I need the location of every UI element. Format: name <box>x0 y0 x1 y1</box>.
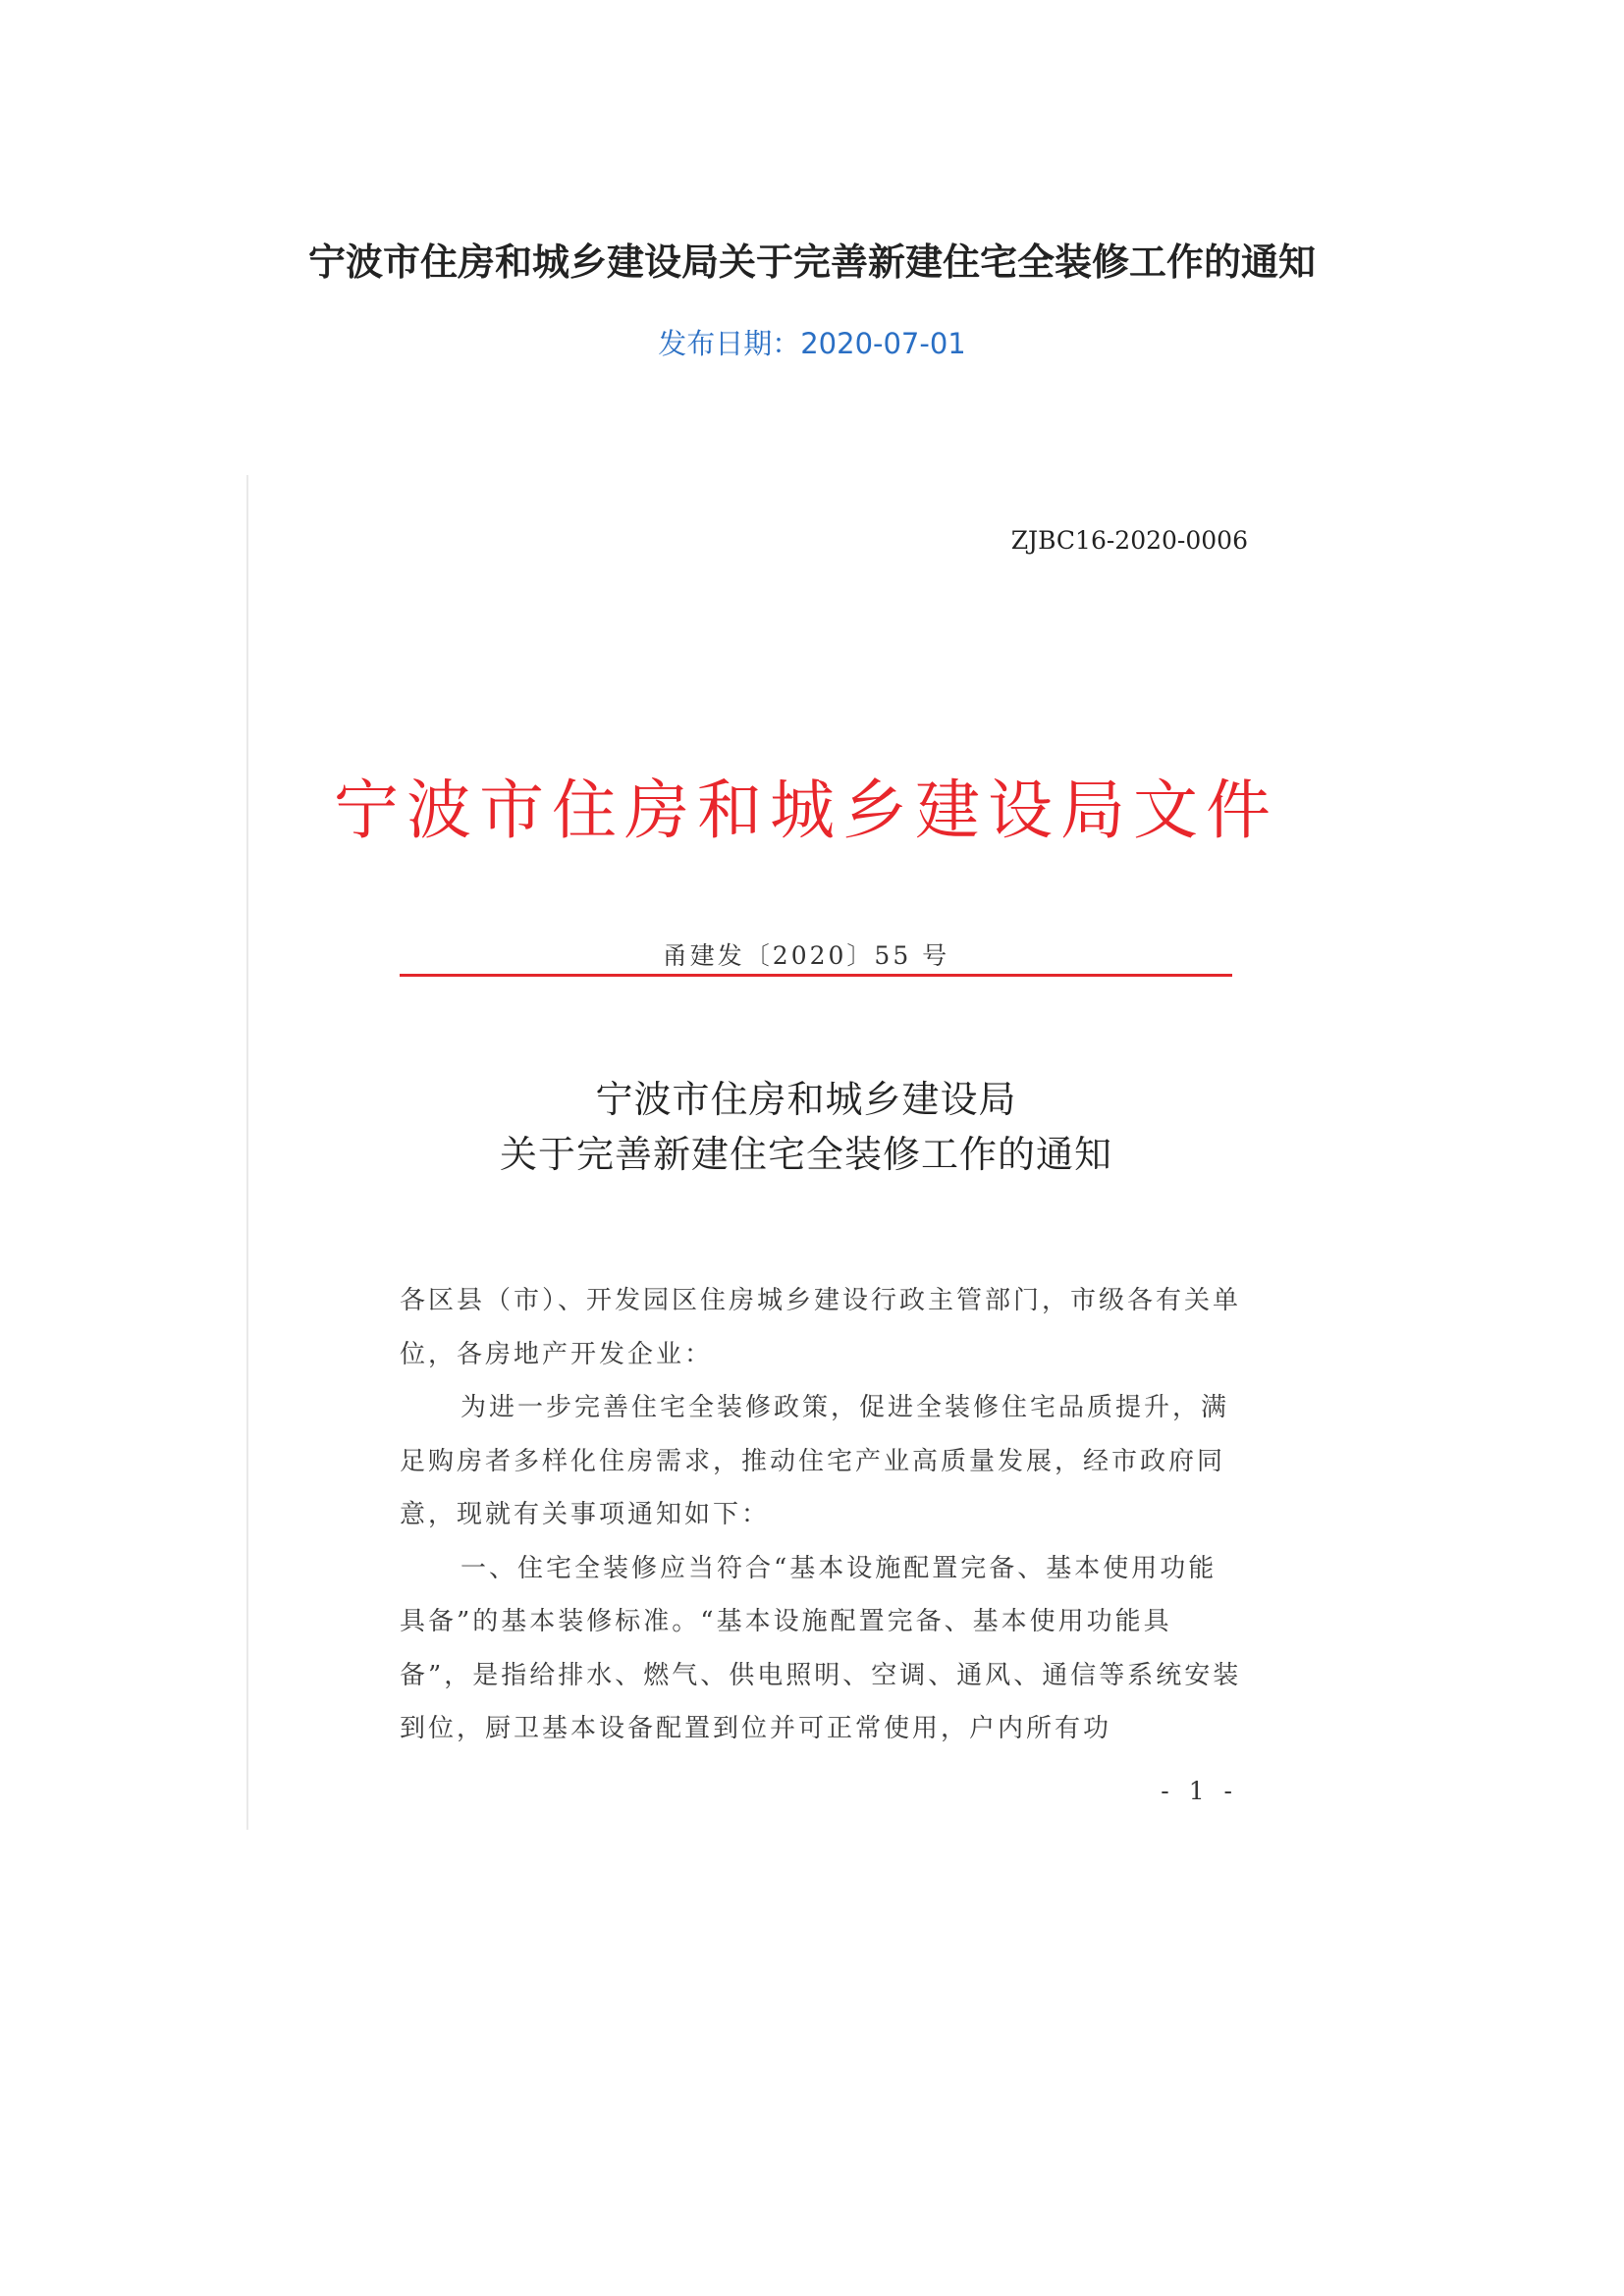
notice-title-line-1: 宁波市住房和城乡建设局 <box>595 1078 1017 1121</box>
notice-title <box>246 1072 1366 1182</box>
notice-title-line-2: 关于完善新建住宅全装修工作的通知 <box>499 1133 1112 1176</box>
issuer-red-header: 宁波市住房和城乡建设局文件 <box>334 773 1278 848</box>
notice-body <box>400 1274 1244 1756</box>
red-divider-line <box>400 974 1232 977</box>
document-scan-image <box>246 475 1278 1830</box>
page-number: - 1 - <box>1161 1777 1238 1805</box>
page-title: 宁波市住房和城乡建设局关于完善新建住宅全装修工作的通知 <box>307 240 1316 284</box>
publish-date: 发布日期：2020-07-01 <box>658 327 966 360</box>
body-paragraph-salutation: 各区县（市）、开发园区住房城乡建设行政主管部门，市级各有关单位，各房地产开发企业： <box>400 1286 1242 1369</box>
body-paragraph-item-1: 一、住宅全装修应当符合“基本设施配置完备、基本使用功能具备”的基本装修标准。“基本设施配置完备、基本使用功能具备”，是指给排水、燃气、供电照明、空调、通风、通信等系统安装到位，厨卫基本设备配置到位并可正常使用，户内所有功 <box>400 1553 1242 1743</box>
document-number: 甬建发〔2020〕55 号 <box>662 941 950 970</box>
body-paragraph-intro: 为进一步完善住宅全装修政策，促进全装修住宅品质提升，满足购房者多样化住房需求，推动住宅产业高质量发展，经市政府同意，现就有关事项通知如下： <box>400 1393 1230 1529</box>
document-code: ZJBC16-2020-0006 <box>1010 526 1248 555</box>
